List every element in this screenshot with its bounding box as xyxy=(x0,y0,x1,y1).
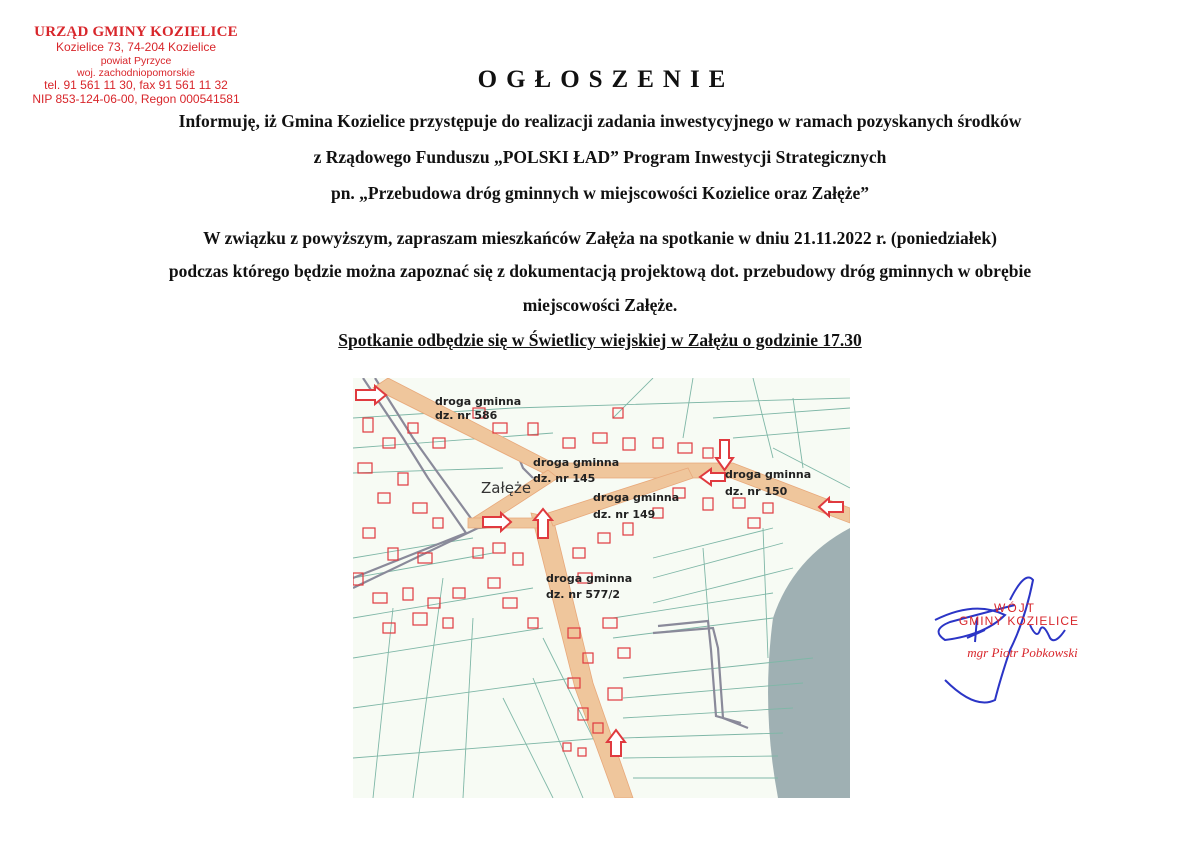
road-586-label-1: droga gminna xyxy=(435,395,522,408)
road-145-label-2: dz. nr 145 xyxy=(533,472,596,485)
paragraph-1-line-3: pn. „Przebudowa dróg gminnych w miejscowości Kozielice oraz Załęże” xyxy=(330,183,870,203)
village-label: Załęże xyxy=(481,479,532,497)
village-map xyxy=(353,378,850,798)
road-149-label-1: droga gminna xyxy=(593,491,680,504)
paragraph-2-line-1: W związku z powyższym, zapraszam mieszkańców Załęża na spotkanie w dniu 21.11.2022 r. (poniedziałek) xyxy=(203,228,997,248)
paragraph-2-line-3: miejscowości Załęże. xyxy=(522,295,678,315)
road-577-2-label-1: droga gminna xyxy=(546,572,633,585)
handwritten-signature xyxy=(915,560,1115,710)
stamp-phone: tel. 91 561 11 30, fax 91 561 11 32 xyxy=(44,78,228,93)
meeting-info: Spotkanie odbędzie się w Świetlicy wiejskiej w Załężu o godzinie 17.30 xyxy=(338,330,862,350)
stamp-address: Kozielice 73, 74-204 Kozielice xyxy=(55,40,217,55)
road-150-label-1: droga gminna xyxy=(725,468,812,481)
stamp-powiat: powiat Pyrzyce xyxy=(100,55,172,68)
road-577-2-label-2: dz. nr 577/2 xyxy=(546,588,621,601)
signature-title: WÓJT xyxy=(994,601,1036,615)
paragraph-1-line-1: Informuję, iż Gmina Kozielice przystępuje do realizacji zadania inwestycyjnego w ramach pozyskanych środków xyxy=(178,111,1022,131)
signature-office: GMINY KOZIELICE xyxy=(958,614,1080,628)
stamp-woj: woj. zachodniopomorskie xyxy=(77,67,195,80)
stamp-title: URZĄD GMINY KOZIELICE xyxy=(34,24,238,40)
paragraph-1-line-2: z Rządowego Funduszu „POLSKI ŁAD” Program Inwestycji Strategicznych xyxy=(313,147,887,167)
document-heading: OGŁOSZENIE xyxy=(477,66,735,93)
paragraph-2-line-2: podczas którego będzie można zapoznać się z dokumentacją projektową dot. przebudowy dróg gminnych w obrębie xyxy=(168,261,1032,281)
signature-name: mgr Piotr Pobkowski xyxy=(967,645,1078,660)
road-149-label-2: dz. nr 149 xyxy=(593,508,656,521)
stamp-nip: NIP 853-124-06-00, Regon 000541581 xyxy=(32,91,240,106)
road-150-label-2: dz. nr 150 xyxy=(725,485,788,498)
road-586-label-2: dz. nr 586 xyxy=(435,409,498,422)
road-145-label-1: droga gminna xyxy=(533,456,620,469)
